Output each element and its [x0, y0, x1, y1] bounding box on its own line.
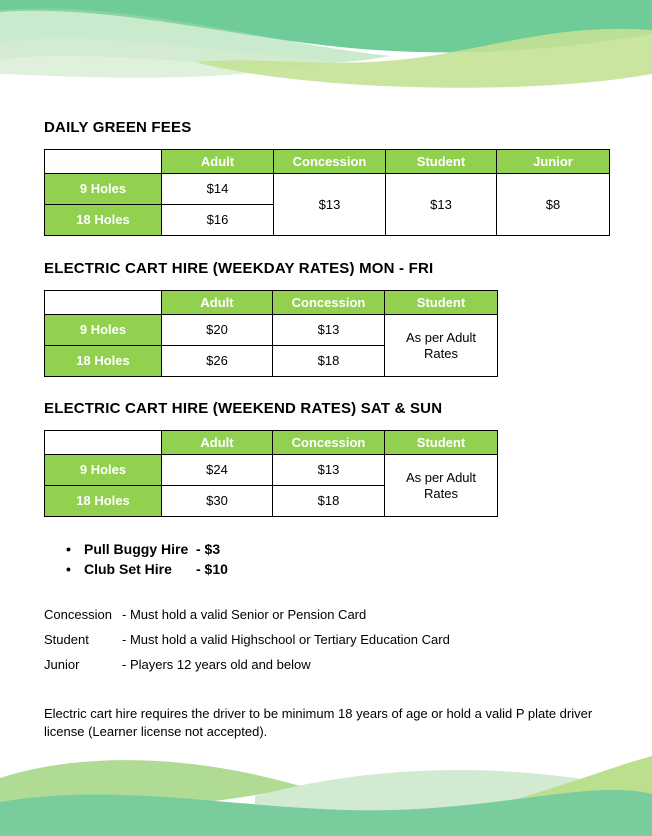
- definition-description: - Must hold a valid Senior or Pension Card: [122, 607, 367, 622]
- cart-weekend-18-adult-value: $30: [162, 486, 273, 517]
- cart-weekend-18-concession-value: $18: [273, 486, 385, 517]
- cart-weekday-header-row: [45, 291, 498, 315]
- row-label-9-holes: 9 Holes: [45, 174, 162, 205]
- cart-weekend-9-concession-value: $13: [273, 455, 385, 486]
- definition-term: Junior: [44, 657, 80, 672]
- cart-weekday-9-concession-value: $13: [273, 315, 385, 346]
- list-item: [44, 559, 610, 579]
- cart-weekend-table: [44, 430, 498, 517]
- cart-weekday-header-concession: Concession: [273, 291, 385, 315]
- cart-weekend-header-student: Student: [385, 431, 498, 455]
- cart-weekend-header-blank: [45, 431, 162, 455]
- row-label-9-holes: 9 Holes: [45, 455, 162, 486]
- extras-list: [44, 539, 610, 579]
- cart-weekday-9-adult-value: $20: [162, 315, 273, 346]
- cart-weekend-header-adult: Adult: [162, 431, 273, 455]
- green-fees-header-junior: Junior: [497, 150, 610, 174]
- green-fees-heading: DAILY GREEN FEES: [44, 119, 192, 136]
- row-label-18-holes: 18 Holes: [45, 205, 162, 236]
- green-fees-9-adult-value: $14: [162, 174, 274, 205]
- green-fees-table: [44, 149, 610, 236]
- cart-weekend-heading: ELECTRIC CART HIRE (WEEKEND RATES) SAT & SUN: [44, 400, 443, 417]
- cart-weekday-student-note: As per Adult Rates: [385, 315, 498, 377]
- row-label-9-holes: 9 Holes: [45, 315, 162, 346]
- green-fees-junior-value: $8: [497, 174, 610, 236]
- definition-row: [44, 657, 610, 673]
- definition-row: [44, 607, 610, 623]
- definitions-list: [44, 607, 610, 673]
- bottom-wave-decoration: [0, 744, 652, 836]
- list-item: [44, 539, 610, 559]
- cart-weekday-row-9-holes: [45, 315, 498, 346]
- green-fees-header-student: Student: [386, 150, 497, 174]
- extra-item-price: - $3: [196, 541, 221, 557]
- green-fees-header-concession: Concession: [274, 150, 386, 174]
- green-fees-concession-value: $13: [274, 174, 386, 236]
- green-fees-18-adult-value: $16: [162, 205, 274, 236]
- definition-term: Student: [44, 632, 89, 647]
- cart-weekday-header-blank: [45, 291, 162, 315]
- green-fees-header-row: [45, 150, 610, 174]
- row-label-18-holes: 18 Holes: [45, 346, 162, 377]
- cart-weekday-18-adult-value: $26: [162, 346, 273, 377]
- cart-weekend-row-9-holes: [45, 455, 498, 486]
- extra-item-name: Club Set Hire: [84, 561, 172, 577]
- cart-weekday-18-concession-value: $18: [273, 346, 385, 377]
- definition-term: Concession: [44, 607, 112, 622]
- green-fees-header-adult: Adult: [162, 150, 274, 174]
- cart-weekday-table: [44, 290, 498, 377]
- cart-weekday-heading: ELECTRIC CART HIRE (WEEKDAY RATES) MON - FRI: [44, 260, 434, 277]
- cart-age-note: Electric cart hire requires the driver to be minimum 18 years of age or hold a valid P plate driver license (Learner license not accepted).: [44, 706, 593, 739]
- cart-weekend-9-adult-value: $24: [162, 455, 273, 486]
- bullet-icon: •: [66, 541, 71, 557]
- bullet-icon: •: [66, 561, 71, 577]
- green-fees-header-blank: [45, 150, 162, 174]
- cart-weekend-header-row: [45, 431, 498, 455]
- extra-item-price: - $10: [196, 561, 228, 577]
- definition-description: - Must hold a valid Highschool or Tertiary Education Card: [122, 632, 450, 647]
- definition-description: - Players 12 years old and below: [122, 657, 311, 672]
- cart-weekend-student-note: As per Adult Rates: [385, 455, 498, 517]
- cart-weekday-header-adult: Adult: [162, 291, 273, 315]
- row-label-18-holes: 18 Holes: [45, 486, 162, 517]
- cart-weekend-header-concession: Concession: [273, 431, 385, 455]
- green-fees-student-value: $13: [386, 174, 497, 236]
- definition-row: [44, 632, 610, 648]
- green-fees-row-9-holes: [45, 174, 610, 205]
- extra-item-name: Pull Buggy Hire: [84, 541, 189, 557]
- page-content: [44, 0, 610, 741]
- cart-weekday-header-student: Student: [385, 291, 498, 315]
